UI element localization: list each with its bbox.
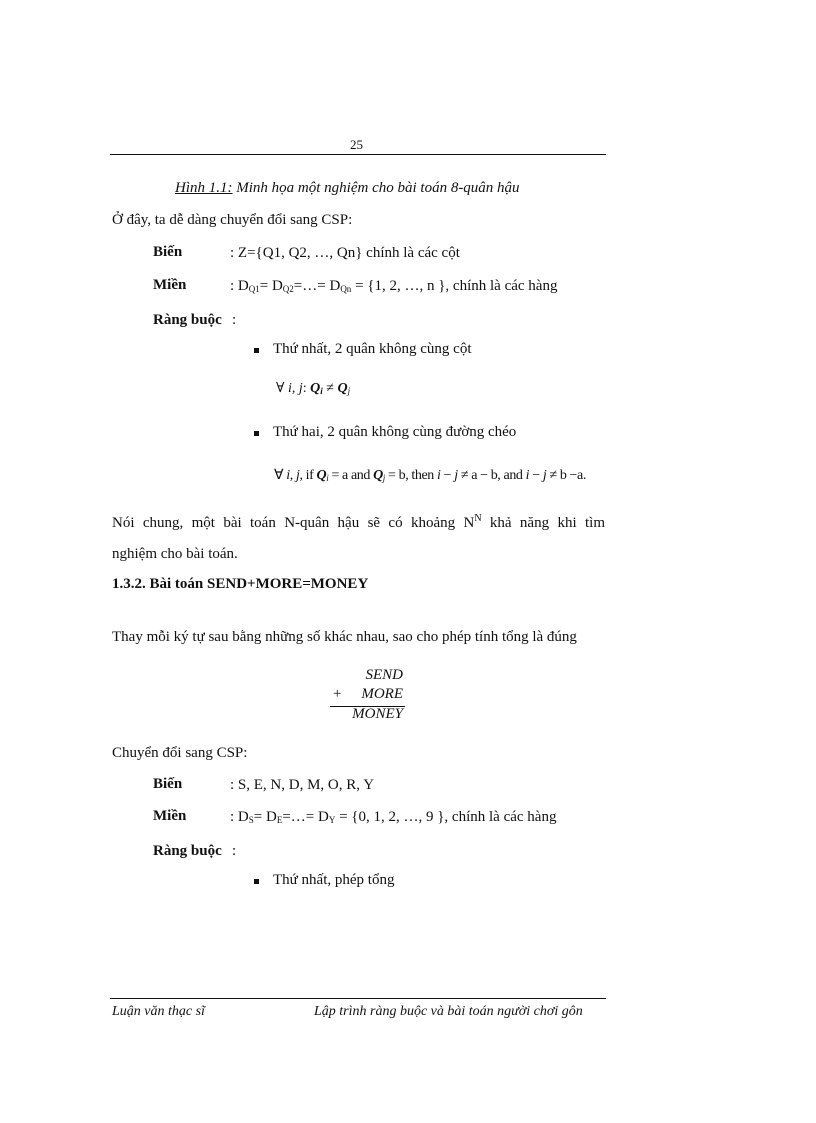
footer-left: Luận văn thạc sĩ: [112, 1004, 205, 1019]
sum-result-money: MONEY: [352, 706, 403, 722]
bullet-marker: [254, 879, 259, 884]
constraint-label: Ràng buộc: [153, 312, 222, 328]
sum-row-more: MORE: [361, 686, 403, 702]
variable-text: : S, E, N, D, M, O, R, Y: [230, 777, 375, 793]
variable-label: Biến: [153, 776, 183, 792]
section-heading: 1.3.2. Bài toán SEND+MORE=MONEY: [112, 576, 369, 592]
formula-not-same-diagonal: ∀ i, j, if $Q_i = a$ and $Q_j = b$, then i − j ≠ a − b, and i − j ≠ b −a.: [274, 468, 586, 483]
variable-label: Biến: [153, 244, 183, 260]
intro-text: Ở đây, ta dễ dàng chuyển đổi sang CSP:: [112, 212, 353, 228]
sum-plus-sign: +: [333, 686, 342, 702]
domain-text: : $D_S=$ $D_E=\dots= D_Y = \{0$, 1, 2, …, 9 }, chính là các hàng: [230, 809, 557, 825]
domain-label: Miền: [153, 277, 187, 293]
page-number: 25: [350, 137, 363, 152]
convert-text: Chuyển đổi sang CSP:: [112, 745, 248, 761]
header-rule: [110, 154, 606, 155]
constraint-label: Ràng buộc: [153, 843, 222, 859]
formula-not-same-column: ∀ i, j: $Q_i \ne Q_j$: [276, 381, 351, 396]
constraint-colon: :: [232, 312, 237, 328]
bullet-marker: [254, 348, 259, 353]
bullet-item: Thứ nhất, phép tổng: [273, 872, 395, 888]
paragraph-line-2: nghiệm cho bài toán.: [112, 546, 238, 562]
figure-caption: [175, 180, 520, 197]
footer-right: Lập trình ràng buộc và bài toán người chơi gôn: [314, 1004, 583, 1019]
figure-text: Minh họa một nghiệm cho bài toán 8-quân hậu: [232, 180, 520, 196]
variable-text: : Z={Q1, Q2, …, Qn} chính là các cột: [230, 245, 460, 261]
constraint-colon: :: [232, 843, 237, 859]
bullet-item: Thứ nhất, 2 quân không cùng cột: [273, 341, 472, 357]
paragraph-line-1: Nói chung, một bài toán N-quân hậu sẽ có khoảng $N^N$ khả năng khi tìm: [112, 513, 605, 531]
bullet-item: Thứ hai, 2 quân không cùng đường chéo: [273, 424, 517, 440]
domain-text: : $D_{Q1}=$ $D_{Q2}=\dots= D_{Qn} = \{1$, 2, …, n }, chính là các hàng: [230, 278, 558, 294]
figure-label: Hình 1.1:: [175, 180, 233, 196]
domain-label: Miền: [153, 808, 187, 824]
sum-row-send: SEND: [365, 667, 403, 683]
bullet-marker: [254, 431, 259, 436]
footer-rule: [110, 998, 606, 999]
task-text: Thay mỗi ký tự sau bằng những số khác nhau, sao cho phép tính tổng là đúng: [112, 629, 577, 645]
